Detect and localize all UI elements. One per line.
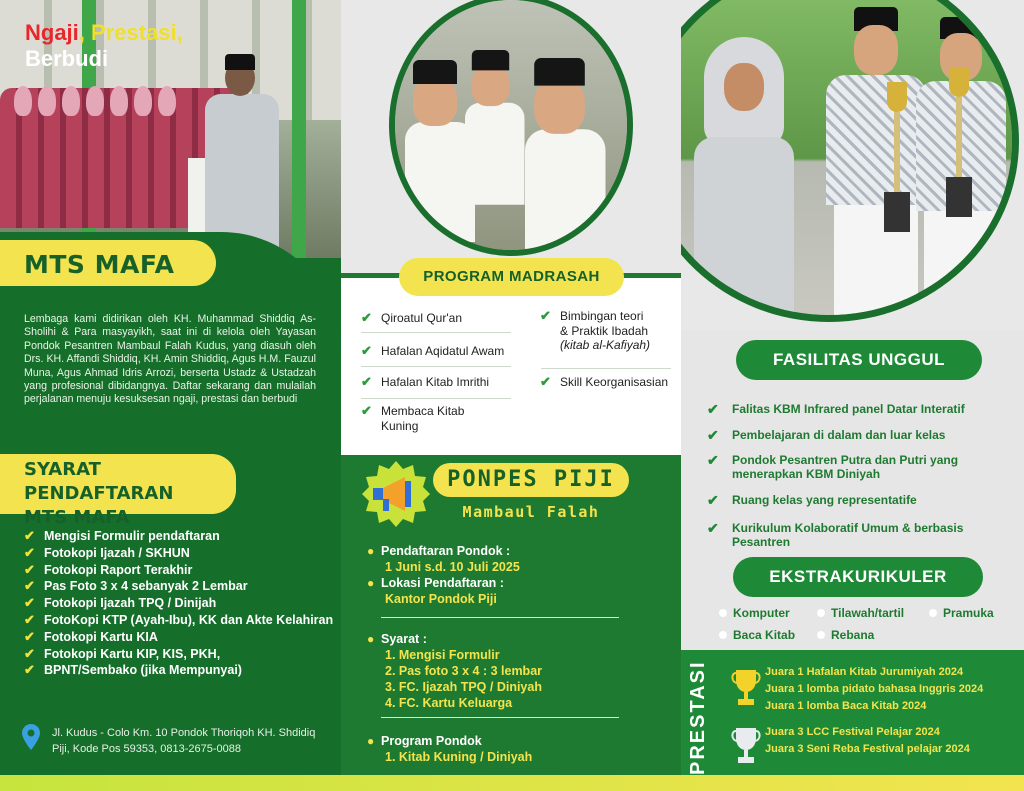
gold-trophy-icon (731, 668, 761, 708)
program-title: PROGRAM MADRASAH (399, 258, 624, 296)
list-item (707, 402, 1017, 416)
ekstra-item: Pramuka (929, 606, 994, 620)
list-item (707, 493, 1017, 507)
info-block (367, 575, 671, 591)
bullet-icon: ● (367, 544, 375, 558)
achievement-text: Juara 1 Hafalan Kitab Jurumiyah 2024 (765, 666, 964, 678)
list-item (24, 528, 334, 545)
check-icon: ✔ (707, 452, 719, 468)
program-item (361, 310, 521, 326)
info-value: 1. Mengisi Formulir (385, 648, 500, 662)
trophy-icon (884, 82, 910, 232)
check-icon: ✔ (361, 310, 372, 325)
list-item (24, 662, 334, 679)
achievement-text: Juara 1 lomba Baca Kitab 2024 (765, 700, 927, 712)
list-item (24, 646, 334, 663)
ekstra-item: Komputer (719, 606, 790, 620)
syarat-text: Fotokopi Ijazah TPQ / Dinijah (44, 596, 217, 611)
check-icon: ✔ (24, 628, 35, 644)
syarat-title (0, 454, 236, 528)
check-icon: ✔ (540, 374, 551, 389)
program-text: Bimbingan teori (560, 309, 644, 323)
teacher-figure (694, 37, 794, 322)
divider (381, 617, 619, 618)
bullet-icon: ● (367, 734, 375, 748)
bullet-icon: ● (367, 632, 375, 646)
list-item (24, 562, 334, 579)
info-value: Kantor Pondok Piji (385, 592, 497, 606)
program-text: Hafalan Aqidatul Awam (381, 344, 505, 358)
ekstra-item: Rebana (817, 628, 874, 642)
tagline (25, 20, 183, 72)
check-icon: ✔ (24, 662, 35, 678)
check-icon: ✔ (24, 578, 35, 594)
program-box (341, 278, 681, 455)
info-block (367, 733, 671, 749)
list-item (24, 578, 334, 595)
check-icon: ✔ (707, 492, 719, 508)
list-item (707, 521, 997, 549)
right-panel (681, 0, 1024, 791)
program-text: Qiroatul Qur'an (381, 311, 462, 325)
address-line1: Jl. Kudus - Colo Km. 10 Pondok Thoriqoh KH. Shdidiq (52, 727, 316, 739)
list-item (707, 453, 977, 481)
syarat-text: Mengisi Formulir pendaftaran (44, 529, 220, 543)
divider (381, 717, 619, 718)
program-item (361, 343, 521, 359)
check-icon: ✔ (24, 561, 35, 577)
check-icon: ✔ (24, 645, 35, 661)
info-value: 2. Pas foto 3 x 4 : 3 lembar (385, 664, 543, 678)
check-icon: ✔ (361, 403, 372, 418)
program-item (540, 308, 675, 353)
prestasi-label-text: PRESTASI (687, 660, 709, 775)
info-label: Program Pondok (381, 734, 482, 748)
info-label: Lokasi Pendaftaran : (381, 576, 504, 590)
ponpes-title: PONPES PIJI (433, 463, 629, 497)
mts-title: MTS MAFA (0, 240, 216, 286)
fasilitas-text: Kurikulum Kolaboratif Umum & berbasis Pesantren (732, 521, 964, 549)
gold-achievements (765, 664, 983, 715)
tagline-sep: , (78, 20, 85, 45)
syarat-title-line2: MTS MAFA (24, 507, 130, 528)
check-icon: ✔ (707, 401, 719, 417)
program-text: Hafalan Kitab Imrithi (381, 375, 490, 389)
address-line2: Piji, Kode Pos 59353, 0813-2675-0088 (52, 742, 241, 755)
info-label: Pendaftaran Pondok : (381, 544, 511, 558)
prestasi-label (687, 660, 717, 775)
location-pin-icon (22, 724, 40, 750)
check-icon: ✔ (540, 308, 551, 323)
fasilitas-title: FASILITAS UNGGUL (736, 340, 982, 380)
syarat-title-line1: SYARAT PENDAFTARAN (24, 459, 174, 504)
pondok-info (367, 543, 671, 765)
student-figure (826, 7, 926, 322)
syarat-text: FotoKopi KTP (Ayah-Ibu), KK dan Akte Kelahiran (44, 612, 334, 627)
program-text: Skill Keorganisasian (560, 375, 669, 389)
program-item (361, 374, 521, 390)
achievement-text: Juara 3 LCC Festival Pelajar 2024 (765, 726, 940, 738)
about-text: Lembaga kami didirikan oleh KH. Muhammad Shiddiq As-Sholihi & Para masyayikh, saat ini di kelola oleh Yayasan Pondok Pesantren Mambaul Falah Kudus, yang diasuh oleh Drs. KH. Affandi Shiddiq, KH. Amin Shiddiq, Agus H.M. Fauzul Muna, Agus Ahmad Idris Arrozi, berserta Ustadz & Ustadzah yang profesional dibidangnya. Daftar sekarang dan mulailah perjalanan menuju kesuksesan ngaji, prestasi dan berbudi (24, 313, 316, 406)
program-item (361, 403, 491, 433)
achievement-text: Juara 3 Seni Reba Festival pelajar 2024 (765, 743, 970, 755)
syarat-list (24, 528, 334, 679)
ponpes-subtitle: Mambaul Falah (462, 503, 600, 521)
bullet-icon: ● (367, 576, 375, 590)
left-panel (0, 0, 341, 791)
bottom-strip (0, 775, 1024, 791)
ekstra-item: Tilawah/tartil (817, 606, 904, 620)
check-icon: ✔ (24, 611, 35, 627)
students-praying-photo (389, 0, 633, 256)
program-text: & Praktik Ibadah (560, 323, 649, 338)
list-item (24, 545, 334, 562)
check-icon: ✔ (24, 595, 35, 611)
middle-panel (341, 0, 681, 791)
info-value: 3. FC. Ijazah TPQ / Diniyah (385, 680, 542, 694)
check-icon: ✔ (707, 520, 719, 536)
check-icon: ✔ (361, 374, 372, 389)
syarat-text: Fotokopi Ijazah / SKHUN (44, 545, 190, 560)
ponpes-header (361, 459, 661, 529)
info-value: 4. FC. Kartu Keluarga (385, 696, 513, 710)
program-item (540, 374, 670, 390)
tagline-ngaji: Ngaji (25, 20, 79, 45)
silver-achievements (765, 724, 970, 758)
trophy-photo (681, 0, 1019, 322)
fasilitas-text: Pembelajaran di dalam dan luar kelas (732, 428, 946, 442)
list-item (707, 428, 1017, 442)
check-icon: ✔ (24, 544, 35, 560)
trophy-icon (946, 67, 972, 217)
syarat-text: Fotokopi Raport Terakhir (44, 562, 193, 577)
list-item (24, 612, 334, 629)
info-value: 1. Kitab Kuning / Diniyah (385, 750, 533, 764)
program-text: Membaca Kitab Kuning (381, 404, 465, 433)
syarat-text: BPNT/Sembako (jika Mempunyai) (44, 663, 242, 678)
syarat-text: Fotokopi Kartu KIA (44, 629, 158, 644)
info-block (367, 631, 671, 647)
fasilitas-text: Falitas KBM Infrared panel Datar Interatif (732, 402, 965, 416)
info-label: Syarat : (381, 632, 427, 646)
fasilitas-text: Pondok Pesantren Putra dan Putri yang menerapkan KBM Diniyah (732, 453, 959, 481)
silver-trophy-icon (731, 726, 761, 766)
check-icon: ✔ (24, 528, 35, 543)
achievement-text: Juara 1 lomba pidato bahasa Inggris 2024 (765, 683, 984, 695)
ekstra-title: EKSTRAKURIKULER (733, 557, 983, 597)
info-value: 1 Juni s.d. 10 Juli 2025 (385, 560, 520, 574)
list-item (24, 595, 334, 612)
list-item (24, 629, 334, 646)
check-icon: ✔ (707, 427, 719, 443)
tagline-berbudi: Berbudi (25, 46, 109, 71)
info-block (367, 543, 671, 559)
fasilitas-text: Ruang kelas yang representatife (732, 493, 917, 507)
check-icon: ✔ (361, 343, 372, 358)
syarat-text: Fotokopi Kartu KIP, KIS, PKH, (44, 646, 221, 661)
syarat-text: Pas Foto 3 x 4 sebanyak 2 Lembar (44, 579, 248, 594)
ekstra-item: Baca Kitab (719, 628, 795, 642)
program-text-italic: (kitab al-Kafiyah) (560, 338, 651, 352)
megaphone-icon (361, 459, 431, 529)
tagline-prestasi: Prestasi, (84, 20, 183, 45)
